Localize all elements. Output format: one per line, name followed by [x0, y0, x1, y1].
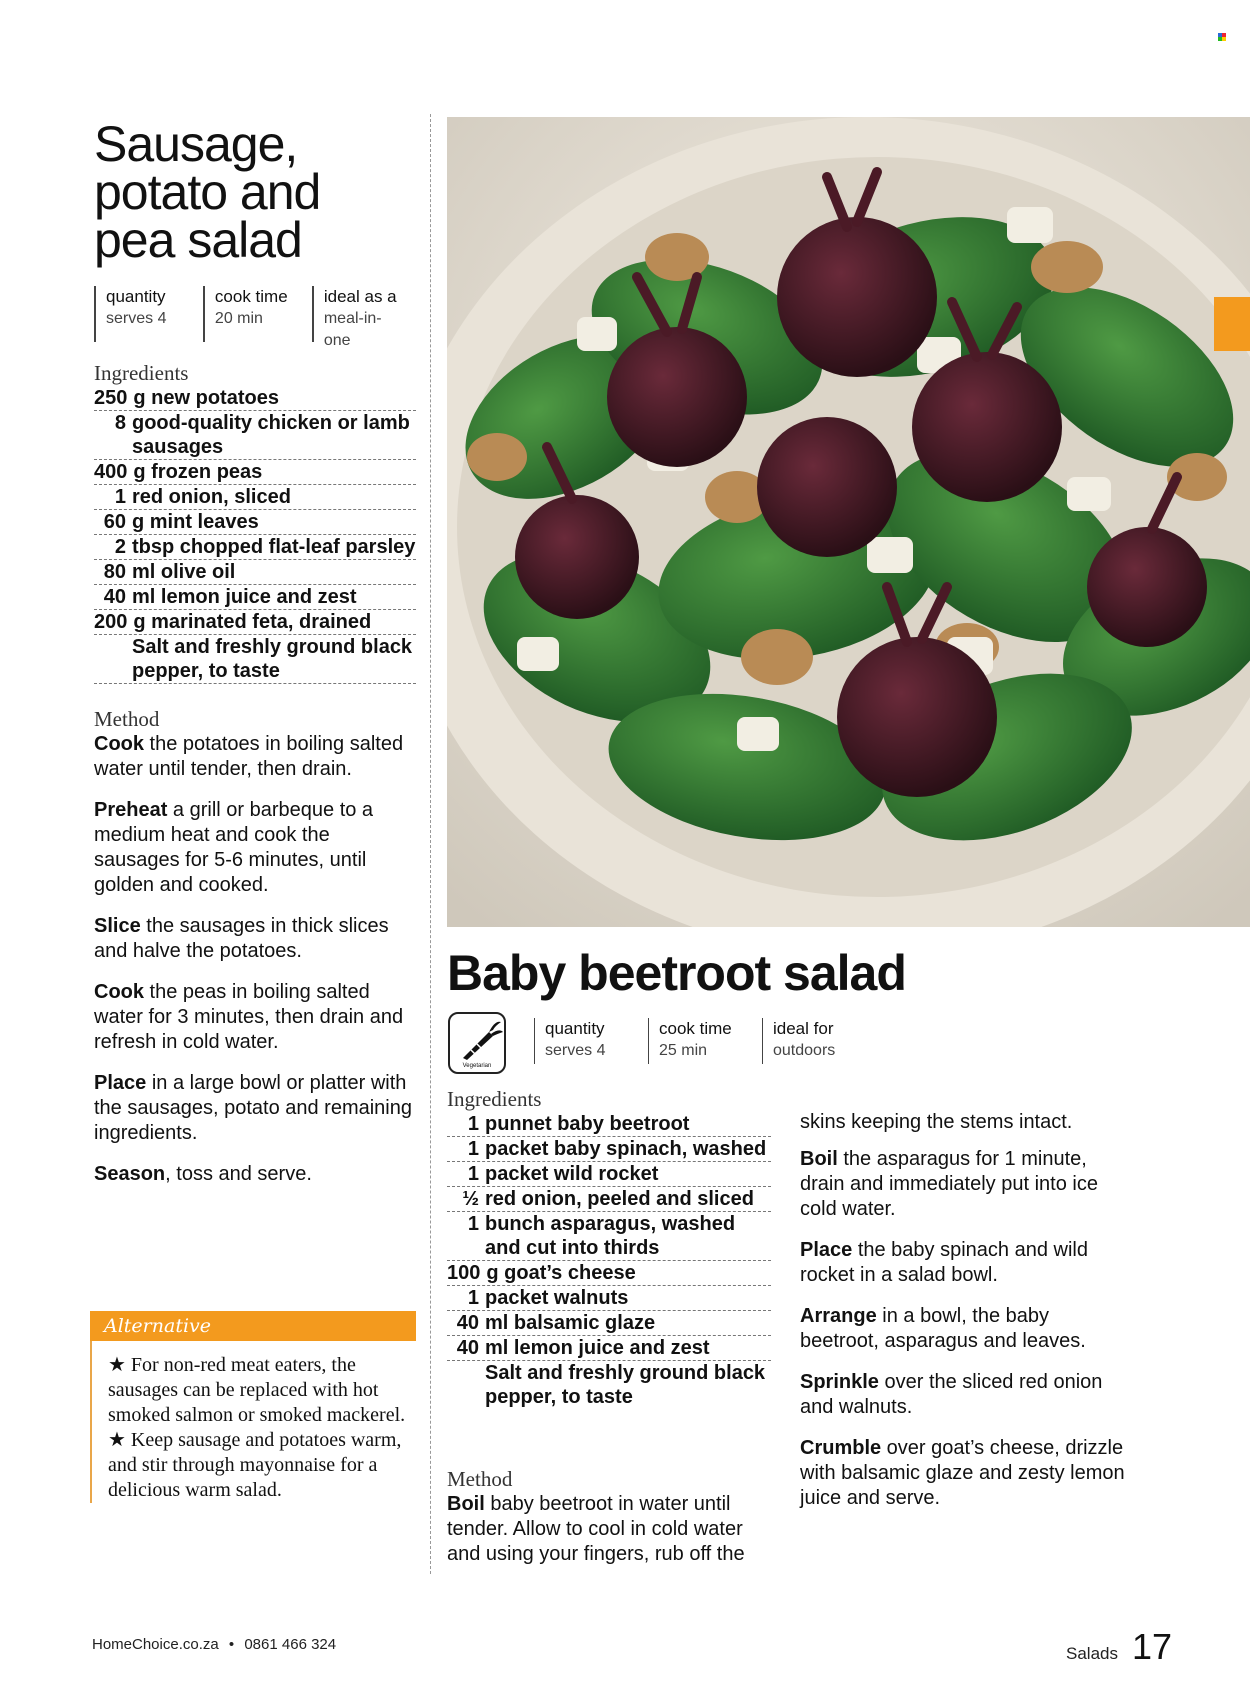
ingredients-heading: Ingredients [447, 1087, 542, 1111]
list-item: 1 packet wild rocket [447, 1162, 771, 1187]
alternative-label: Alternative [90, 1311, 416, 1341]
list-item: 250 g new potatoes [94, 386, 416, 411]
page-number: 17 [1131, 1626, 1173, 1667]
list-item: Salt and freshly ground black pepper, to taste [94, 635, 416, 684]
recipe-meta [94, 286, 416, 349]
meta-ideal: ideal for outdoors [762, 1018, 872, 1064]
method-step: Slice the sausages in thick slices and halve the potatoes. [94, 915, 389, 962]
beetroot-salad-photo [447, 117, 1250, 927]
list-item: 80 ml olive oil [94, 560, 416, 585]
method-heading: Method [447, 1467, 513, 1491]
recipe-meta [534, 1018, 872, 1064]
method-step: Arrange in a bowl, the baby beetroot, asparagus and leaves. [800, 1305, 1086, 1352]
method-step: skins keeping the stems intact. [800, 1111, 1073, 1133]
recipe-sausage-potato-pea [94, 116, 416, 1203]
list-item: Salt and freshly ground black pepper, to taste [485, 1362, 766, 1408]
method-step: Crumble over goat’s cheese, drizzle with balsamic glaze and zesty lemon juice and serve. [800, 1437, 1125, 1509]
salad-bowl-illustration [447, 117, 1250, 927]
footer-website[interactable]: HomeChoice.co.za [92, 1636, 219, 1653]
method-steps [447, 1492, 771, 1567]
alternative-item: ★ Keep sausage and potatoes warm, and stir through mayonnaise for a delicious warm salad. [108, 1429, 402, 1501]
list-item: 1 red onion, sliced [94, 485, 416, 510]
footer-contact [92, 1636, 336, 1653]
meta-ideal: ideal as a meal-in-one [312, 286, 416, 342]
method-step: Season, toss and serve. [94, 1163, 312, 1185]
footer-separator: • [228, 1636, 235, 1653]
method-step: Cook the peas in boiling salted water for 3 minutes, then drain and refresh in cold water. [94, 981, 404, 1053]
list-item: 100 g goat’s cheese [447, 1261, 771, 1286]
list-item: 40 ml lemon juice and zest [94, 585, 416, 610]
method-step: Sprinkle over the sliced red onion and walnuts. [800, 1371, 1103, 1418]
ingredients-section [447, 1086, 771, 1409]
meta-cook-time: cook time 20 min [203, 286, 312, 342]
list-item: 8 good-quality chicken or lamb sausages [94, 411, 416, 460]
badge-label: Vegetarian [462, 1063, 492, 1069]
list-item: 200 g marinated feta, drained [94, 610, 416, 635]
footer-page-info [1066, 1626, 1172, 1668]
method-section [447, 1466, 771, 1583]
ingredients-heading: Ingredients [94, 361, 189, 385]
list-item: ½ red onion, peeled and sliced [447, 1187, 771, 1212]
method-step: Boil baby beetroot in water until tender. Allow to cool in cold water and using your fingers, rub off the [447, 1493, 745, 1565]
method-step: Cook the potatoes in boiling salted water until tender, then drain. [94, 733, 404, 780]
alternative-box [90, 1311, 416, 1503]
recipe-title: Baby beetroot salad [447, 945, 906, 1001]
method-step: Boil the asparagus for 1 minute, drain and immediately put into ice cold water. [800, 1148, 1098, 1220]
method-step: Place the baby spinach and wild rocket in a salad bowl. [800, 1239, 1088, 1286]
alternative-body [90, 1341, 416, 1503]
list-item: 400 g frozen peas [94, 460, 416, 485]
list-item: 1 punnet baby beetroot [447, 1112, 771, 1137]
meta-quantity: quantity serves 4 [94, 286, 203, 342]
alternative-item: ★ For non-red meat eaters, the sausages can be replaced with hot smoked salmon or smoked mackerel. [108, 1354, 406, 1426]
list-item: 40 ml lemon juice and zest [447, 1336, 771, 1361]
method-step: Place in a large bowl or platter with the sausages, potato and remaining ingredients. [94, 1072, 412, 1144]
carrot-icon [451, 1016, 505, 1062]
vegetarian-badge [448, 1012, 506, 1074]
section-name: Salads [1066, 1644, 1118, 1663]
section-tab [1214, 297, 1250, 351]
method-steps-continued [800, 1110, 1130, 1527]
method-heading: Method [94, 707, 160, 731]
ingredients-list [447, 1112, 771, 1409]
list-item: 1 packet baby spinach, washed [447, 1137, 771, 1162]
meta-cook-time: cook time 25 min [648, 1018, 762, 1064]
recipe-title: Sausage, potato and pea salad [94, 116, 321, 268]
footer-phone: 0861 466 324 [244, 1636, 337, 1653]
method-step: Preheat a grill or barbeque to a medium heat and cook the sausages for 5-6 minutes, until golden and cooked. [94, 799, 374, 896]
list-item: 60 g mint leaves [94, 510, 416, 535]
list-item: 2 tbsp chopped flat-leaf parsley [94, 535, 416, 560]
list-item: 1 packet walnuts [447, 1286, 771, 1311]
ingredients-list [94, 386, 416, 684]
list-item: 1 bunch asparagus, washed and cut into thirds [447, 1212, 771, 1261]
print-color-mark [1218, 33, 1226, 41]
column-divider [430, 114, 431, 1574]
list-item: 40 ml balsamic glaze [447, 1311, 771, 1336]
method-steps [94, 732, 416, 1187]
meta-quantity: quantity serves 4 [534, 1018, 648, 1064]
